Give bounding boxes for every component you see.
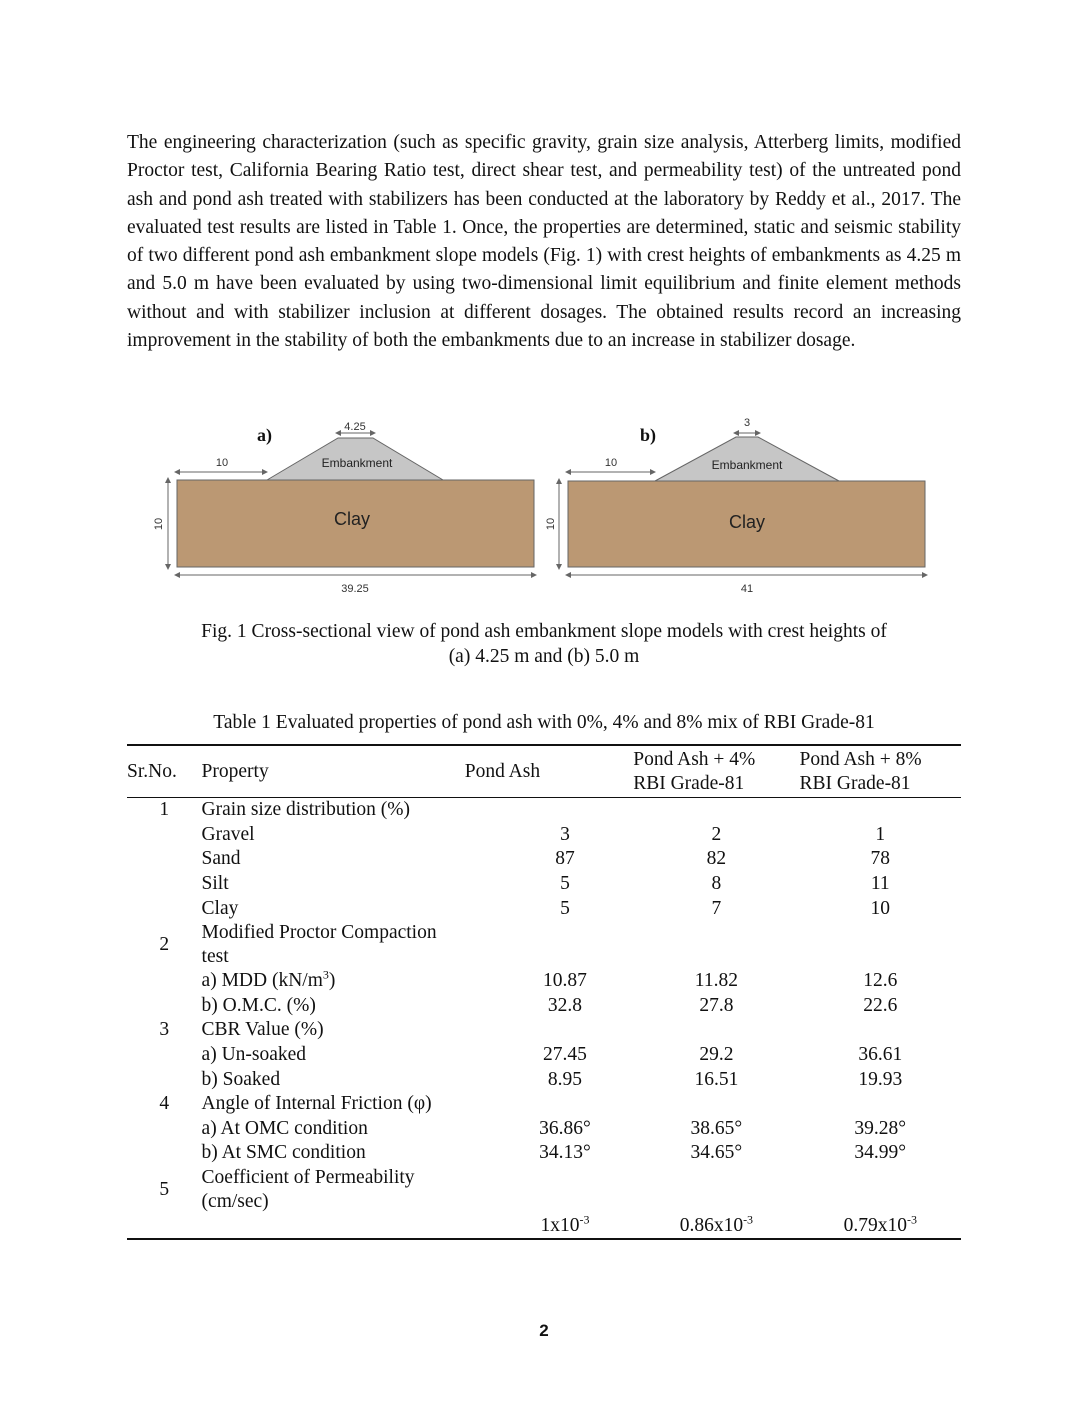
header-sr-no: Sr.No. (127, 760, 177, 782)
header-pond-ash-8 (800, 745, 961, 798)
table-row (127, 1214, 961, 1240)
property-cell: b) O.M.C. (%) (201, 994, 316, 1016)
header-pond-ash-4-line2: RBI Grade-81 (633, 772, 745, 794)
pond-ash-4-cell: 16.51 (694, 1068, 739, 1090)
property-cell: Modified Proctor Compaction test (201, 921, 437, 967)
panel-b-depth: 10 (545, 517, 557, 531)
panel-b-crest-width: 3 (743, 417, 751, 429)
pond-ash-8-cell: 36.61 (858, 1044, 903, 1066)
table-row (127, 1067, 961, 1092)
table-row (127, 1043, 961, 1068)
pond-ash-cell: 5 (560, 897, 570, 919)
panel-a (153, 421, 534, 595)
table-row (127, 1166, 961, 1214)
header-pond-ash: Pond Ash (464, 760, 541, 782)
pond-ash-4-cell (633, 798, 799, 823)
sr-cell: 2 (159, 933, 170, 955)
pond-ash-8-cell (800, 1018, 961, 1043)
sr-cell: 5 (159, 1178, 170, 1200)
table-caption: Table 1 Evaluated properties of pond ash with 0%, 4% and 8% mix of RBI Grade-81 (213, 712, 875, 733)
table-row (127, 921, 961, 969)
pond-ash-8-cell (800, 798, 961, 823)
pond-ash-cell: 32.8 (547, 994, 583, 1016)
pond-ash-8-cell: 19.93 (858, 1068, 903, 1090)
pond-ash-8-cell: 22.6 (863, 994, 898, 1016)
pond-ash-8-cell: 39.28° (854, 1117, 907, 1139)
property-cell: CBR Value (%) (201, 1019, 324, 1041)
panel-b-embankment-label: Embankment (711, 458, 783, 472)
header-pond-ash-8-line2: RBI Grade-81 (799, 772, 911, 794)
figure-caption-line-1: Fig. 1 Cross-sectional view of pond ash embankment slope models with crest heights of (201, 621, 887, 642)
pond-ash-cell: 8.95 (547, 1068, 583, 1090)
table-row (127, 1141, 961, 1166)
sr-cell (127, 1117, 202, 1142)
property-cell: b) At SMC condition (201, 1142, 366, 1164)
header-pond-ash-4 (633, 745, 799, 798)
properties-table (127, 744, 961, 1240)
sr-cell (127, 1067, 202, 1092)
perm-pa4-base: 0.86x10 (679, 1215, 744, 1237)
pond-ash-cell (457, 1018, 633, 1043)
property-tail: ) (328, 970, 336, 992)
pond-ash-4-cell: 38.65° (690, 1117, 743, 1139)
sr-cell (127, 1214, 202, 1240)
table-row (127, 872, 961, 897)
pond-ash-cell: 87 (555, 848, 575, 870)
panel-b-clay-label: Clay (728, 512, 766, 532)
pond-ash-8-cell: 11 (870, 873, 890, 895)
perm-pa8-exp: -3 (906, 1212, 917, 1227)
table-row (127, 994, 961, 1019)
header-property: Property (201, 760, 269, 782)
pond-ash-4-cell (633, 921, 799, 969)
property-cell (202, 969, 457, 994)
perm-pa4-exp: -3 (743, 1212, 754, 1227)
pond-ash-4-cell: 34.65° (690, 1142, 743, 1164)
pond-ash-8-cell (800, 1214, 961, 1240)
property-cell: Coefficient of Permeability (cm/sec) (201, 1166, 415, 1212)
table-row (127, 847, 961, 872)
perm-pa-exp: -3 (579, 1212, 590, 1227)
pond-ash-4-cell: 27.8 (699, 994, 734, 1016)
pond-ash-cell: 10.87 (543, 970, 587, 992)
pond-ash-4-cell: 7 (711, 897, 722, 919)
pond-ash-cell: 36.86° (539, 1117, 591, 1139)
table-row (127, 823, 961, 848)
sr-cell: 3 (159, 1019, 170, 1041)
sr-cell: 1 (159, 799, 170, 821)
property-cell: Silt (201, 873, 229, 895)
panel-a-left-offset: 10 (215, 457, 229, 469)
panel-a-clay-label: Clay (333, 509, 371, 529)
pond-ash-8-cell: 78 (870, 848, 891, 870)
pond-ash-4-cell (633, 1166, 799, 1214)
pond-ash-cell: 3 (560, 823, 570, 845)
pond-ash-4-cell (633, 1018, 799, 1043)
figure-caption-line-2: (a) 4.25 m and (b) 5.0 m (448, 646, 640, 667)
pond-ash-8-cell: 10 (870, 897, 891, 919)
pond-ash-cell (457, 798, 633, 823)
sr-cell (127, 847, 202, 872)
sr-cell (127, 969, 202, 994)
header-pond-ash-4-line1: Pond Ash + 4% (633, 748, 756, 770)
pond-ash-4-cell: 8 (711, 873, 722, 895)
property-superscript: 3 (322, 967, 329, 982)
pond-ash-8-cell (800, 921, 961, 969)
panel-a-depth: 10 (153, 517, 165, 531)
sr-cell (127, 872, 202, 897)
table-row (127, 969, 961, 994)
panel-a-crest-width: 4.25 (344, 421, 366, 433)
property-cell: a) At OMC condition (201, 1117, 368, 1139)
pond-ash-4-cell: 29.2 (699, 1044, 734, 1066)
header-pond-ash-8-line1: Pond Ash + 8% (799, 748, 922, 770)
property-cell (202, 1214, 457, 1240)
pond-ash-8-cell: 1 (875, 823, 886, 845)
table-row (127, 1117, 961, 1142)
sr-cell (127, 1141, 202, 1166)
pond-ash-4-cell: 2 (711, 823, 722, 845)
panel-a-embankment-label: Embankment (321, 456, 393, 470)
pond-ash-8-cell: 34.99° (854, 1142, 907, 1164)
pond-ash-4-cell (633, 1092, 799, 1117)
property-cell: b) Soaked (201, 1068, 281, 1090)
panel-b-label: b) (640, 425, 657, 445)
pond-ash-cell (457, 1092, 633, 1117)
property-cell: Grain size distribution (%) (201, 799, 411, 821)
pond-ash-cell (457, 1214, 633, 1240)
sr-cell: 4 (159, 1093, 170, 1115)
panel-b-total-width: 41 (740, 583, 754, 595)
pond-ash-8-cell (800, 1166, 961, 1214)
table-row (127, 1018, 961, 1043)
property-cell: Gravel (201, 823, 255, 845)
page-number: 2 (539, 1321, 549, 1340)
sr-cell (127, 994, 202, 1019)
cross-section-diagram (140, 412, 950, 602)
sr-cell (127, 823, 202, 848)
property-cell: Angle of Internal Friction (φ) (201, 1093, 432, 1115)
table-row (127, 896, 961, 921)
perm-pa8-base: 0.79x10 (843, 1215, 907, 1237)
perm-pa-base: 1x10 (540, 1215, 580, 1237)
pond-ash-cell: 27.45 (543, 1044, 587, 1066)
pond-ash-cell (457, 921, 633, 969)
sr-cell (127, 896, 202, 921)
pond-ash-cell: 5 (560, 873, 570, 895)
table-header-row (127, 745, 961, 798)
body-paragraph: The engineering characterization (such as specific gravity, grain size analysis, Atterberg limits, modified Proctor test, California Bearing Ratio test, direct shear test, and permeability test) of the untreated pond ash and pond ash treated with stabilizers has been conducted at the laboratory by Reddy et al., 2017. The evaluated test results are listed in Table 1. Once, the properties are determined, static and seismic stability of two different pond ash embankment slope models (Fig. 1) with crest heights of embankments as 4.25 m and 5.0 m have been evaluated by using two-dimensional limit equilibrium and finite element methods without and with stabilizer inclusion at different dosages. The obtained results record an increasing improvement in the stability of both the embankments due to an increase in stabilizer dosage. (127, 132, 961, 352)
table-body (127, 798, 961, 1240)
panel-b-left-offset: 10 (604, 457, 618, 469)
figure-1 (140, 412, 950, 602)
property-cell: Clay (201, 897, 239, 919)
pond-ash-4-cell: 82 (706, 848, 727, 870)
panel-a-total-width: 39.25 (341, 583, 369, 595)
pond-ash-8-cell (800, 1092, 961, 1117)
pond-ash-cell (457, 1166, 633, 1214)
table-row (127, 1092, 961, 1117)
pond-ash-4-cell: 11.82 (694, 970, 738, 992)
sr-cell (127, 1043, 202, 1068)
property-cell: a) Un-soaked (201, 1044, 307, 1066)
table-row (127, 798, 961, 823)
property-text: a) MDD (kN/m (201, 970, 323, 992)
property-cell: Sand (201, 848, 241, 870)
pond-ash-cell: 34.13° (539, 1142, 591, 1164)
panel-b (545, 417, 925, 595)
pond-ash-4-cell (633, 1214, 799, 1240)
figure-caption (127, 619, 961, 669)
pond-ash-8-cell: 12.6 (863, 970, 898, 992)
panel-a-label: a) (257, 425, 272, 445)
